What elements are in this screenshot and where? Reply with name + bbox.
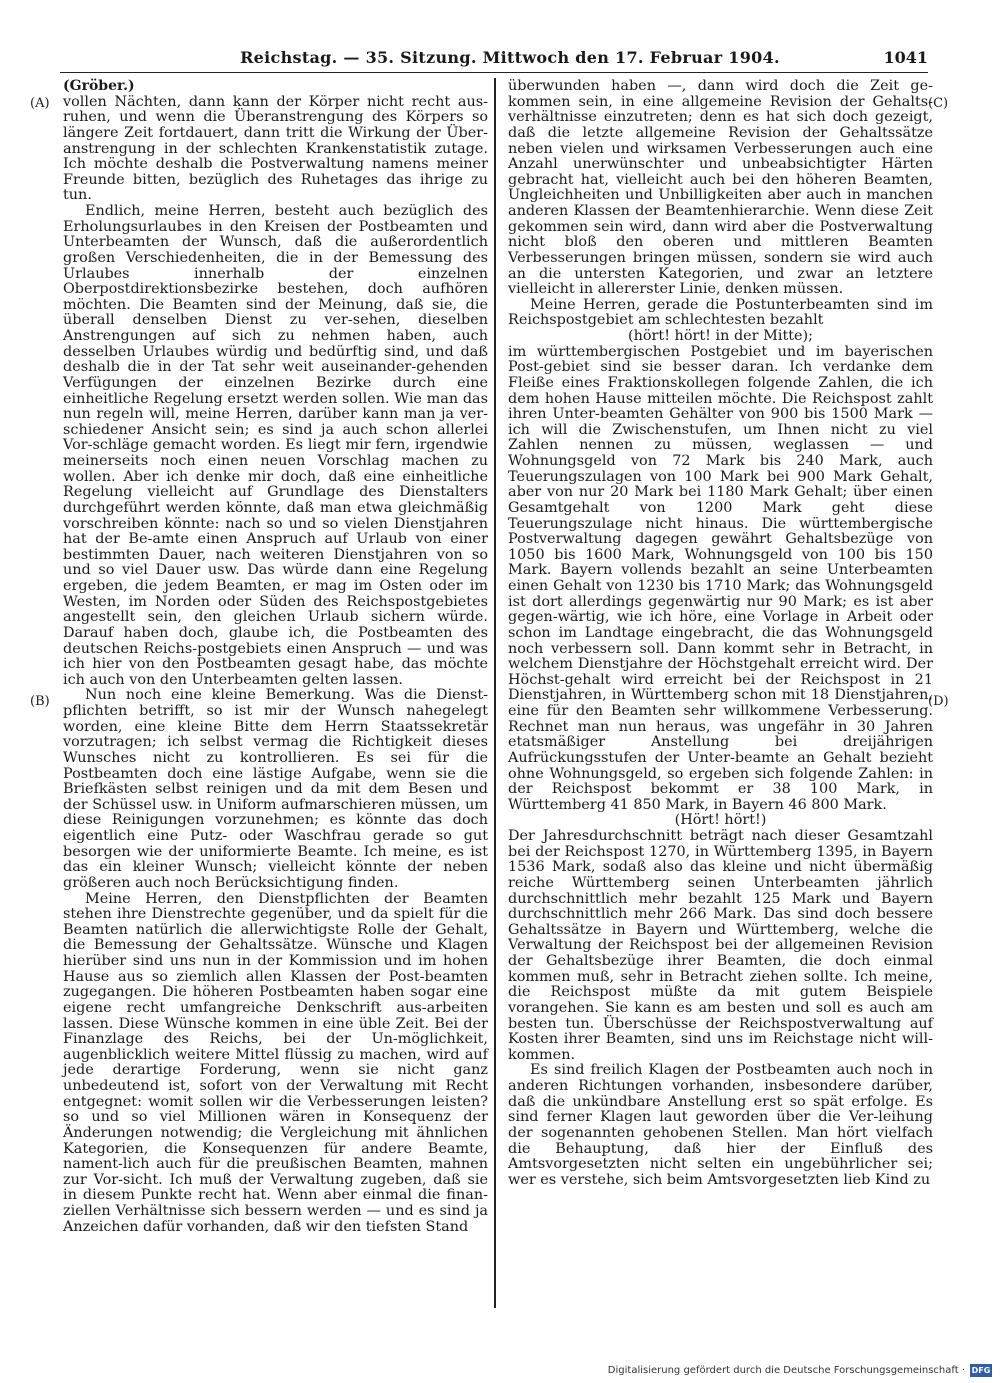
paragraph: Es sind freilich Klagen der Postbeamten auch noch in anderen Richtungen vorhanden, insbesondere darüber, daß die unkündbare Anstellung erst so spät erfolge. Es sind ferner Klagen laut geworden über die Ver-leihung der sogenannten gehobenen Stellen. Man hört vielfach die Behauptung, daß hier der Einfluß des Amtsvorgesetzten nicht selten ein ungebührlicher sei; wer es verstehe, sich beim Amtsvorgesetzten lieb Kind zu (508, 1062, 933, 1188)
left-column (63, 79, 488, 1235)
right-column (508, 79, 933, 1188)
speaker-name: (Gröber.) (63, 78, 135, 94)
paragraph: Meine Herren, gerade die Postunterbeamten sind im Reichspostgebiet am schlechtesten bezahlt (508, 296, 933, 329)
interjection: (hört! hört! in der Mitte); (627, 328, 814, 344)
digitization-credit: Digitalisierung gefördert durch die Deutsche Forschungsgemeinschaft · (607, 1365, 965, 1376)
paragraph: überwunden haben —, dann wird doch die Zeit ge-kommen sein, in eine allgemeine Revision der Gehalts-verhältnisse einzutreten; denn es hat sich doch gezeigt, daß die letzte allgemeine Revision der Gehaltssätze neben vielen und wirksamen Verbesserungen auch eine Anzahl unerwünschter und unbeabsichtigter Härten gebracht hat, vielleicht auch bei den höheren Beamten, Ungleichheiten und Unbilligkeiten aber auch in manchen anderen Klassen der Beamtenhierarchie. Wenn diese Zeit gekommen sein wird, dann wird aber die Postverwaltung nicht bloß den oberen und mittleren Beamten Verbesserungen bringen müssen, sondern sie wird auch an die untersten Kategorien, und zwar an letztere vielleicht in allererster Linie, denken müssen. (508, 78, 933, 298)
paragraph: vollen Nächten, dann kann der Körper nicht recht aus-ruhen, und wenn die Überanstrengung des Körpers so längere Zeit fortdauert, dann tritt die Wirkung der Über-anstrengung in der schlechten Krankenstatistik zutage. Ich möchte deshalb die Postverwaltung namens meiner Freunde bitten, bezüglich des Ruhetages das ihrige zu tun. (63, 93, 488, 204)
margin-marker-b: (B) (30, 694, 50, 709)
margin-marker-d: (D) (928, 694, 949, 709)
paragraph: Nun noch eine kleine Bemerkung. Was die Dienst-pflichten betrifft, so ist mir der Wunsch nahegelegt worden, eine kleine Bitte dem Herrn Staatssekretär vorzutragen; ich selbst vermag die Richtigkeit dieses Wunsches nicht zu kontrollieren. Es sei für die Postbeamten doch eine lästige Aufgabe, wenn sie die Briefkästen selbst reinigen und da mit dem Besen und der Schüssel usw. in Uniform aufmarschieren müssen, um diese Reinigungen vorzunehmen; es könnte das doch eigentlich eine Putz- oder Waschfrau gerade so gut besorgen wie der uniformierte Beamte. Ich meine, es ist das ein kleiner Wunsch; vielleicht könnte der neben größeren auch noch Berücksichtigung finden. (63, 687, 488, 891)
paragraph: Meine Herren, den Dienstpflichten der Beamten stehen ihre Dienstrechte gegenüber, und da spielt für die Beamten natürlich die allerwichtigste Rolle der Gehalt, die Bemessung der Gehaltssätze. Wünsche und Klagen hierüber sind uns nun in der Kommission und im hohen Hause aus so ziemlich allen Klassen der Post-beamten zugegangen. Die höheren Postbeamten haben sogar eine eigene recht umfangreiche Denkschrift aus-arbeiten lassen. Diese Wünsche kommen in eine üble Zeit. Bei der Finanzlage des Reichs, bei der Un-möglichkeit, augenblicklich weitere Mittel flüssig zu machen, wird auf jede derartige Forderung, wenn sie nicht ganz unbedeutend ist, sofort von der Verwaltung mit Recht entgegnet: womit sollen wir die Verbesserungen leisten? so und so viel Millionen wären in Konsequenz der Änderungen notwendig; die Vergleichung mit ähnlichen Kategorien, die Konsequenzen für andere Beamte, nament-lich auch für die preußischen Beamten, mahnen zur Vor-sicht. Ich muß der Verwaltung zugeben, daß sie in diesem Punkte recht hat. Wenn aber einmal die finan-ziellen Verhältnisse sich bessern werden — und es sind ja Anzeichen dafür vorhanden, daß wir den tiefsten Stand (63, 890, 488, 1235)
margin-marker-a: (A) (30, 96, 50, 111)
column-divider (494, 78, 496, 1308)
paragraph: Endlich, meine Herren, besteht auch bezüglich des Erholungsurlaubes in den Kreisen der Postbeamten und Unterbeamten der Wunsch, daß die außerordentlich großen Verschiedenheiten, die in der Bemessung des Urlaubes innerhalb der einzelnen Oberpostdirektionsbezirke bestehen, doch aufhören möchten. Die Beamten sind der Meinung, daß sie, die überall denselben Dienst zu ver-sehen, dieselben Anstrengungen auf sich zu nehmen haben, auch desselben Urlaubes würdig und bedürftig sind, und daß deshalb die in der Tat sehr weit auseinander-gehenden Verfügungen der einzelnen Bezirke durch eine einheitliche Regelung ersetzt werden sollen. Wie man das nun regeln will, meine Herren, darüber kann man ja ver-schiedener Ansicht sein; es sind ja auch schon allerlei Vor-schläge gemacht worden. Es liegt mir fern, irgendwie meinerseits noch einen neuen Vorschlag machen zu wollen. Aber ich denke mir doch, daß eine einheitliche Regelung vielleicht auf Grundlage des Dienstalters durchgeführt werden könnte, daß man etwa gleichmäßig vorschreiben könnte: nach so und so vielen Dienstjahren hat der Be-amte einen Anspruch auf Urlaub von einer bestimmten Dauer, nach weiteren Dienstjahren von so und so viel Dauer usw. Das würde dann eine Regelung ergeben, die jedem Beamten, er mag im Osten oder im Westen, im Norden oder Süden des Reichspostgebietes angestellt sein, den gleichen Urlaub sichern würde. Darauf haben doch, glaube ich, die Postbeamten des deutschen Reichs-postgebiets einen Anspruch — und was ich hier von den Postbeamten gesagt habe, das möchte ich auch von den Unterbeamten gelten lassen. (63, 203, 488, 688)
paragraph: Der Jahresdurchschnitt beträgt nach dieser Gesamtzahl bei der Reichspost 1270, in Württemberg 1395, in Bayern 1536 Mark, sodaß also das kleine und nicht übermäßig reiche Württemberg seinen Unterbeamten jährlich durchschnittlich mehr bezahlt 125 Mark und Bayern durchschnittlich mehr 266 Mark. Das sind doch bessere Gehaltssätze in Bayern und Württemberg, welche die Verwaltung der Reichspost bei der allgemeinen Revision der Gehaltsbezüge ihrer Beamten, die doch einmal kommen muß, sehr in Betracht ziehen sollte. Ich meine, die Reichspost müßte da mit gutem Beispiele vorangehen. Sie kann es am besten und soll es auch am besten tun. Überschüsse der Reichspostverwaltung auf Kosten ihrer Beamten, sind uns im Reichstage nicht will-kommen. (508, 828, 933, 1063)
header-rule (60, 72, 928, 73)
interjection: (Hört! hört!) (674, 812, 767, 829)
margin-marker-c: (C) (928, 96, 949, 111)
paragraph: im württembergischen Postgebiet und im bayerischen Post-gebiet sind sie besser daran. Ich verdanke dem Fleiße eines Fraktionskollegen folgende Zahlen, die ich dem hohen Hause mitteilen möchte. Die Reichspost zahlt ihren Unter-beamten Gehälter von 900 bis 1500 Mark — ich will die Zwischenstufen, um Ihnen nicht zu viel Zahlen nennen zu müssen, weglassen — und Wohnungsgeld von 72 Mark bis 240 Mark, auch Teuerungszulagen von 100 Mark bei 900 Mark Gehalt, aber von nur 20 Mark bei 1180 Mark Gehalt; über einen Gesamtgehalt von 1200 Mark geht diese Teuerungszulage nicht hinaus. Die württembergische Postverwaltung dagegen gewährt Gehaltsbezüge von 1050 bis 1600 Mark, Wohnungsgeld von 100 bis 150 Mark. Bayern vollends bezahlt an seine Unterbeamten einen Gehalt von 1230 bis 1710 Mark; das Wohnungsgeld ist dort allerdings gegenwärtig nur 90 Mark; es ist aber gegen-wärtig, wie ich höre, eine Vorlage in Arbeit oder schon im Landtage eingebracht, die das Wohnungsgeld noch verbessern soll. Dann kommt sehr in Betracht, in welchem Dienstjahre der Höchstgehalt erreicht wird. Der Höchst-gehalt wird erreicht bei der Reichspost in 21 Dienstjahren, in Württemberg schon mit 18 Dienstjahren, eine für den Beamten sehr willkommene Verbesserung. Rechnet man nun heraus, was ungefähr in 30 Jahren etatsmäßiger Anstellung bei dreijährigen Aufrückungsstufen der Unter-beamte an Gehalt bezieht ohne Wohnungsgeld, so ergeben sich folgende Zahlen: in der Reichspost bekommt er 38 100 Mark, in Württemberg 41 850 Mark, in Bayern 46 800 Mark. (508, 343, 933, 813)
page-header (0, 48, 1000, 70)
running-head: Reichstag. — 35. Sitzung. Mittwoch den 17. Februar 1904. (240, 48, 780, 67)
page-number: 1041 (883, 48, 928, 67)
dfg-logo: DFG (971, 1366, 991, 1375)
